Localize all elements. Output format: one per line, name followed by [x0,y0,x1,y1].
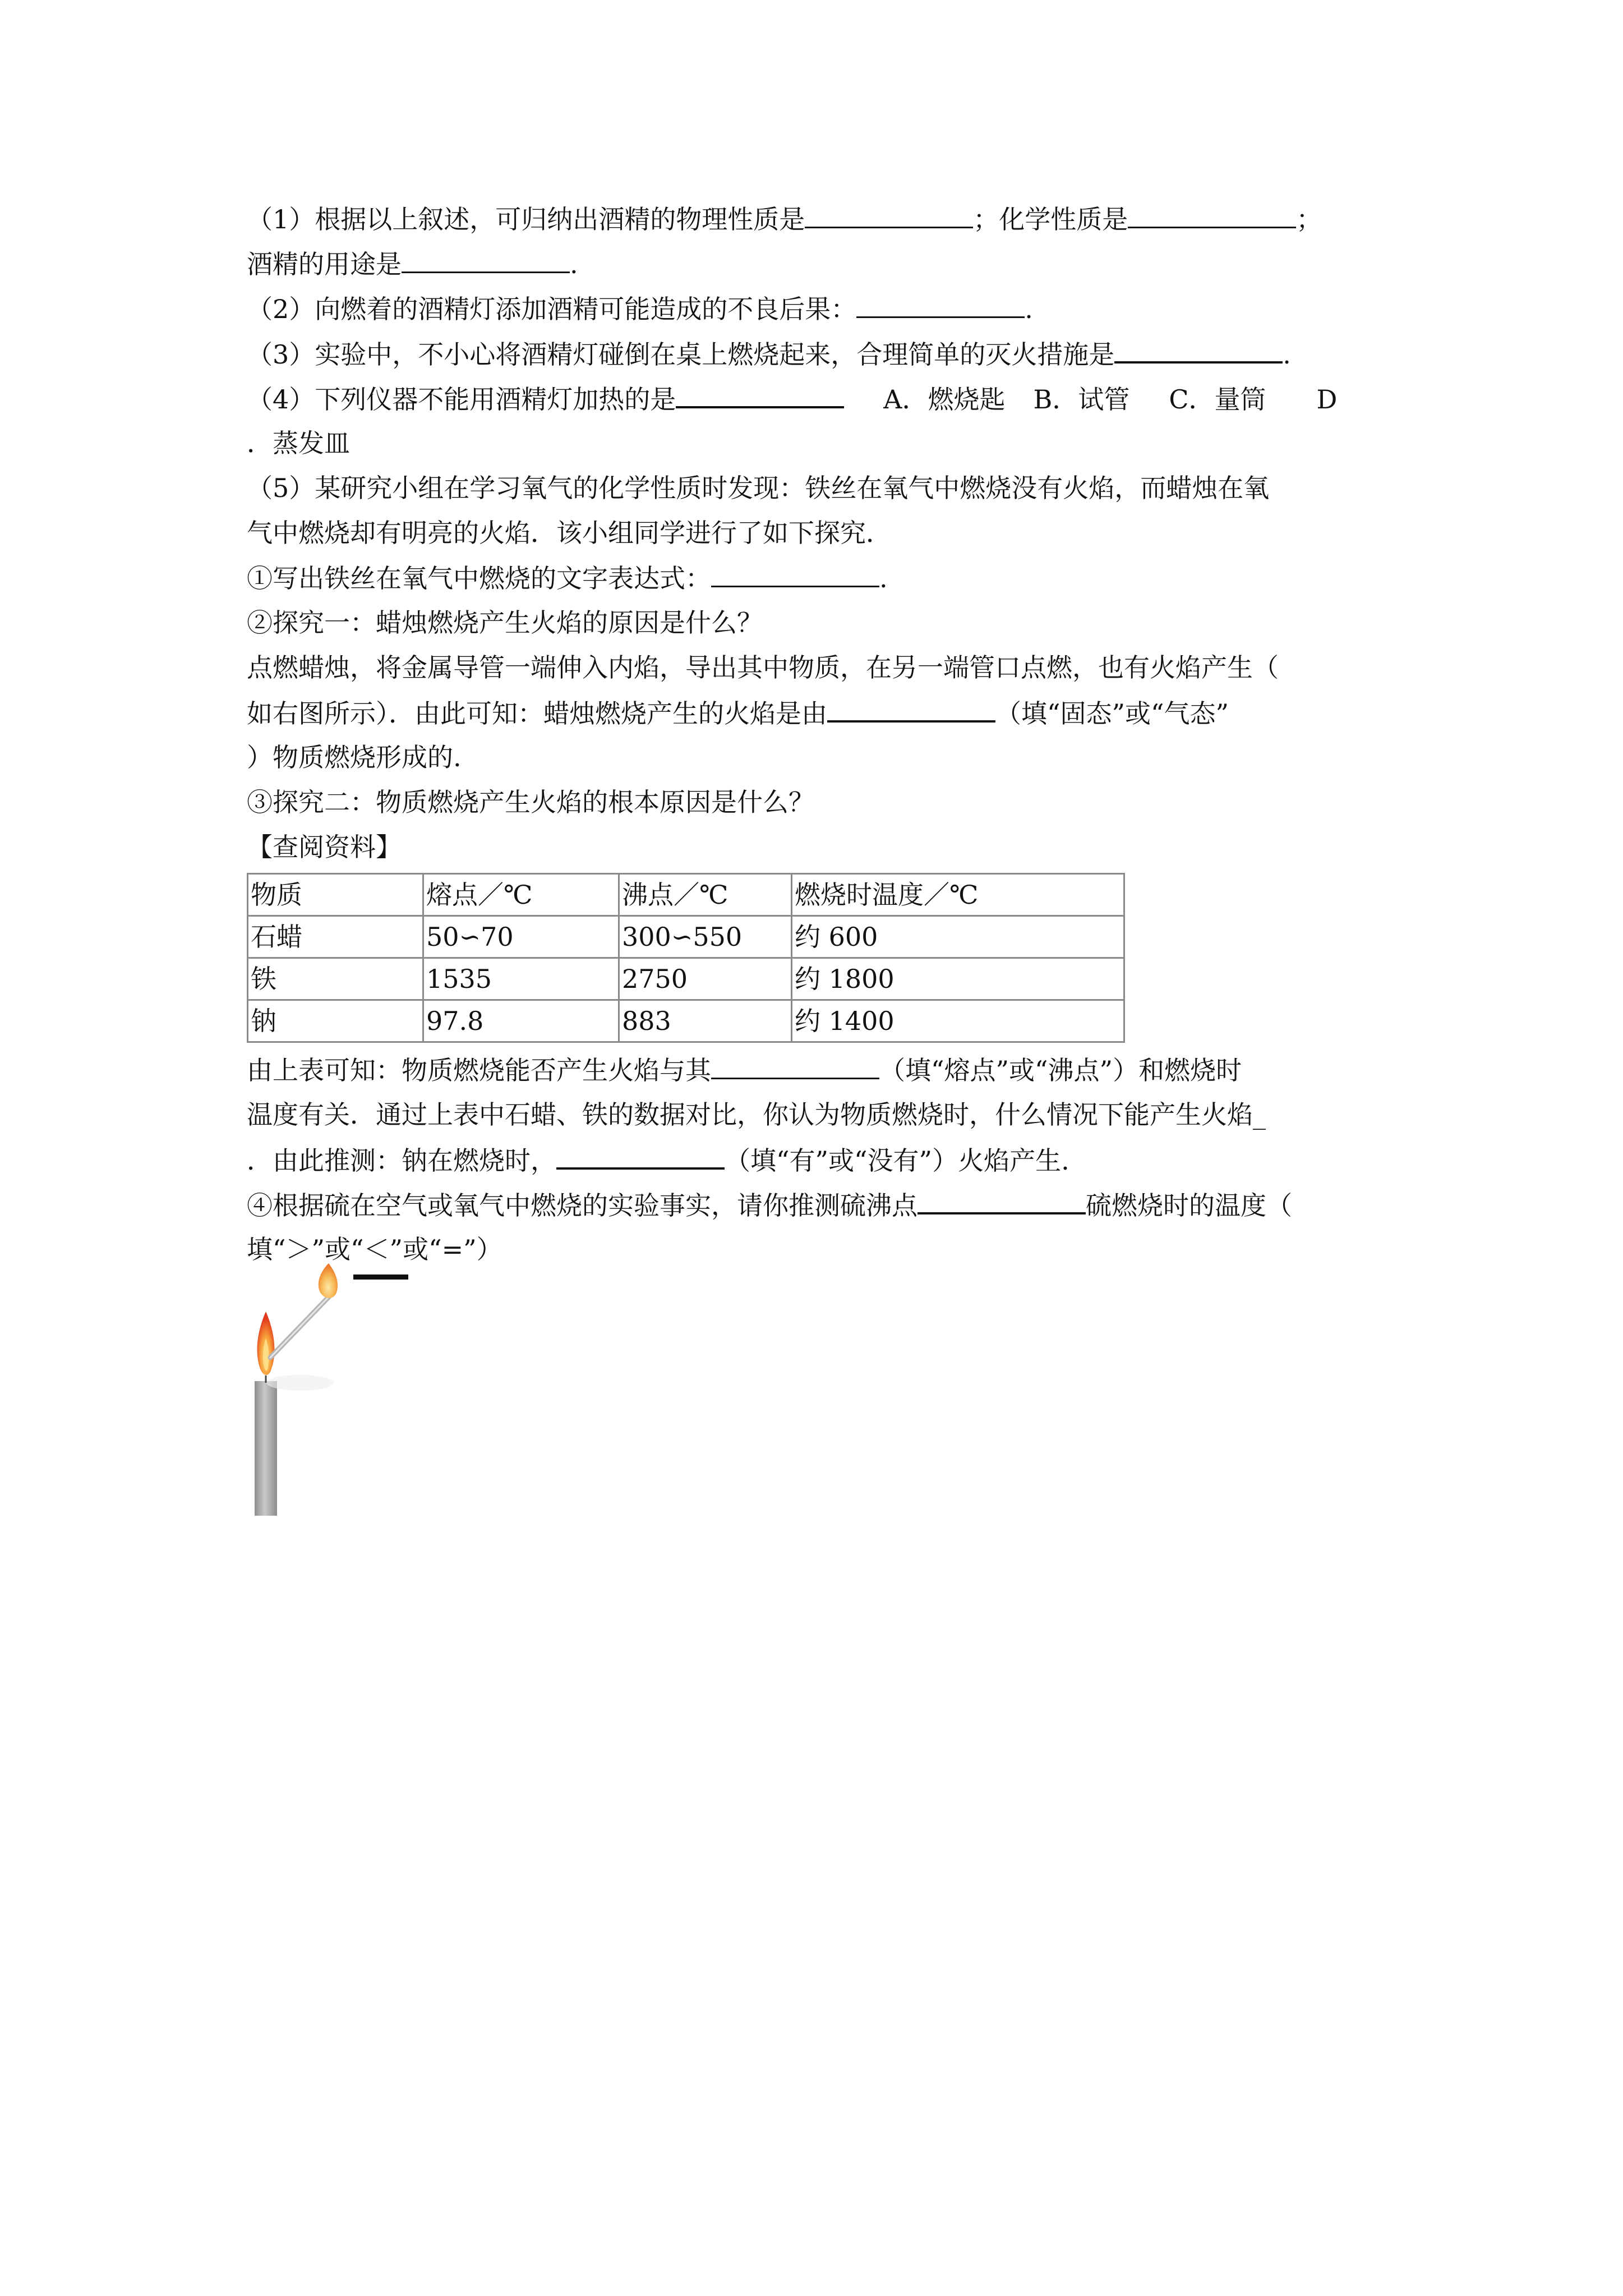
reference-title-line [247,825,1402,869]
table-header-row [248,874,1124,916]
question-body [247,196,1402,1272]
q5-after1-suffix: （填“熔点”或“沸点”）和燃烧时 [879,1055,1242,1085]
q4-option-d: D [1316,384,1338,415]
q4-option-b: B．试管 [1033,384,1130,415]
q5-after3-prefix: ．由此推测：钠在燃烧时， [247,1145,556,1176]
q5-after3-suffix: （填“有”或“没有”）火焰产生. [725,1145,1069,1176]
tube-flame-icon [319,1263,338,1298]
q4-option-d-text: ．蒸发皿 [247,428,350,458]
q5-s3-title-line [247,780,1402,825]
table-cell: 约 600 [792,916,1124,958]
q1-end: ； [1296,204,1322,234]
answer-blank-q4[interactable] [676,376,844,408]
q5-s2-title-line [247,600,1402,645]
q5-s4-line1 [247,1182,1402,1227]
q2-text: （2）向燃着的酒精灯添加酒精可能造成的不良后果： [247,294,857,324]
q1-line2-prefix: 酒精的用途是 [247,249,402,279]
q5-s3-title: ③探究二：物质燃烧产生火焰的根本原因是什么？ [247,787,814,817]
q4-option-a: A．燃烧匙 [883,384,1006,415]
table-cell: 1535 [423,958,619,1000]
table-row [248,958,1124,1000]
q4-line2 [247,421,1402,466]
answer-blank-sodium-flame[interactable] [556,1137,725,1170]
candle-icon [255,1381,277,1516]
q5-s2-text1: 点燃蜡烛，将金属导管一端伸入内焰，导出其中物质，在另一端管口点燃，也有火焰产生（ [247,652,1279,683]
answer-blank-use[interactable] [402,241,570,273]
table-header-cell: 熔点／℃ [423,874,619,916]
reference-title: 【查阅资料】 [247,832,402,862]
q5-after-line2 [247,1092,1402,1137]
answer-blank-physical-property[interactable] [805,196,973,228]
table-cell: 约 1800 [792,958,1124,1000]
table-header-cell: 物质 [248,874,423,916]
table-cell: 石蜡 [248,916,423,958]
q5-s2-text3: ）物质燃烧形成的. [247,742,462,772]
answer-blank-state[interactable] [827,690,995,723]
q1-line2-end: . [570,249,578,279]
answer-blank-q2[interactable] [856,286,1025,318]
table-header-cell: 燃烧时温度／℃ [792,874,1124,916]
q5-intro-line1 [247,466,1402,510]
reference-table [247,873,1125,1043]
q5-s1-text: ①写出铁丝在氧气中燃烧的文字表达式： [247,563,711,593]
q3-line [247,331,1402,376]
answer-blank-melting-boiling[interactable] [711,1047,879,1079]
q2-line [247,286,1402,331]
candle-diagram [247,1228,432,1520]
dash-mark [353,1274,408,1280]
q1-prefix: （1）根据以上叙述，可归纳出酒精的物理性质是 [247,204,805,234]
q5-after2: 温度有关．通过上表中石蜡、铁的数据对比，你认为物质燃烧时，什么情况下能产生火焰_ [247,1099,1266,1130]
table-cell: 883 [619,1000,792,1042]
q5-s1-end: . [879,563,888,593]
answer-blank-iron-equation[interactable] [711,555,879,587]
q5-after-line3 [247,1137,1402,1182]
answer-blank-sulfur-compare[interactable] [917,1182,1086,1214]
table-cell: 300∽550 [619,916,792,958]
table-row [248,916,1124,958]
q1-line1 [247,196,1402,241]
q3-end: . [1283,339,1291,370]
q1-line2 [247,241,1402,286]
q5-after1-prefix: 由上表可知：物质燃烧能否产生火焰与其 [247,1055,711,1085]
q5-s4-suffix: 硫燃烧时的温度（ [1086,1190,1292,1221]
table-header-cell: 沸点／℃ [619,874,792,916]
table-cell: 铁 [248,958,423,1000]
q5-intro-line2 [247,510,1402,555]
q5-s1-line [247,555,1402,600]
answer-blank-chemical-property[interactable] [1128,196,1296,228]
candle-tube-figure [247,1228,432,1520]
q5-s2-line1 [247,645,1402,690]
table-cell: 97.8 [423,1000,619,1042]
q4-text: （4）下列仪器不能用酒精灯加热的是 [247,384,676,415]
q5-s2-suffix: （填“固态”或“气态” [995,698,1229,729]
table-cell: 50∽70 [423,916,619,958]
q5-s4-line2-text: 填“＞”或“＜”或“=”） [247,1234,502,1264]
table-cell: 2750 [619,958,792,1000]
table-row [248,1000,1124,1042]
q5-intro1: （5）某研究小组在学习氧气的化学性质时发现：铁丝在氧气中燃烧没有火焰，而蜡烛在氧 [247,473,1270,503]
q3-text: （3）实验中，不小心将酒精灯碰倒在桌上燃烧起来，合理简单的灭火措施是 [247,339,1115,370]
answer-blank-q3[interactable] [1114,331,1283,364]
q1-mid: ；化学性质是 [973,204,1128,234]
q5-s2-line2 [247,690,1402,735]
q5-s2-line3 [247,735,1402,780]
q5-s2-prefix: 如右图所示）．由此可知：蜡烛燃烧产生的火焰是由 [247,698,827,729]
q5-s2-title: ②探究一：蜡烛燃烧产生火焰的原因是什么？ [247,608,763,638]
q4-line [247,376,1402,421]
table-cell: 钠 [248,1000,423,1042]
q2-end: . [1025,294,1033,324]
table-cell: 约 1400 [792,1000,1124,1042]
q5-after-line1 [247,1047,1402,1092]
q5-intro2: 气中燃烧却有明亮的火焰．该小组同学进行了如下探究． [247,518,892,548]
q5-s4-prefix: ④根据硫在空气或氧气中燃烧的实验事实，请你推测硫沸点 [247,1190,917,1221]
q4-option-c: C．量筒 [1169,384,1266,415]
